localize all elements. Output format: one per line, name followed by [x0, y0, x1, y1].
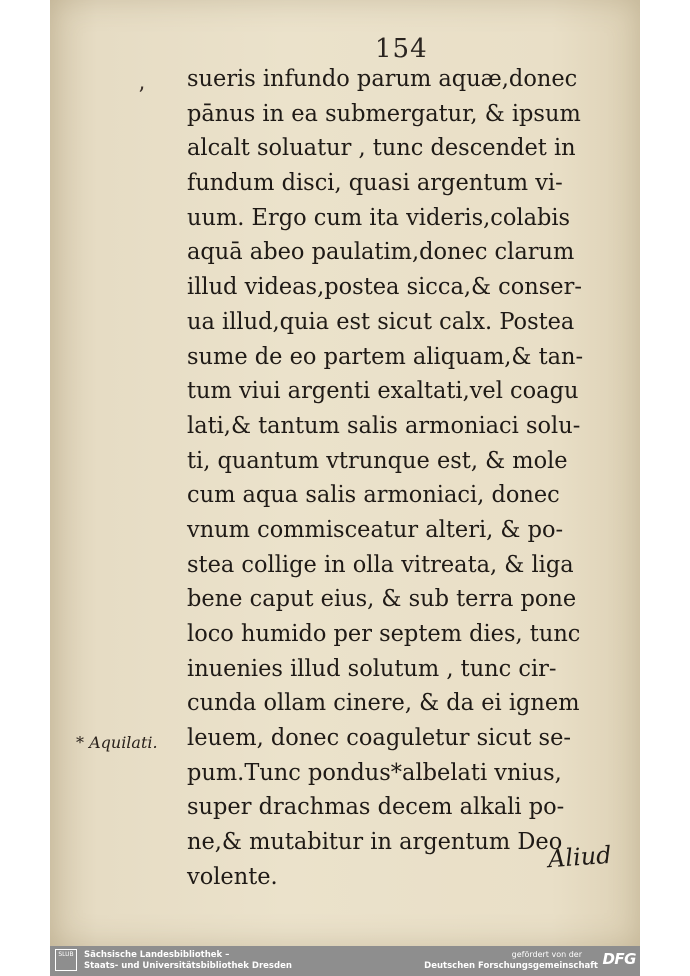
text-line-20: leuem, donec coaguletur sicut se- [187, 725, 571, 752]
margin-mark: ’ [138, 84, 145, 109]
text-line-11: lati,& tantum salis armoniaci solu- [187, 412, 581, 439]
text-line-24: volente. [187, 863, 278, 890]
text-line-23: ne,& mutabitur in argentum Deo [187, 829, 563, 856]
slub-logo-icon: SLUB [55, 949, 77, 971]
text-line-12: ti, quantum vtrunque est, & mole [187, 447, 568, 474]
text-line-5: uum. Ergo cum ita videris,colabis [187, 204, 571, 231]
text-line-13: cum aqua salis armoniaci, donec [187, 482, 560, 509]
dfg-logo-icon: DFG [602, 950, 636, 968]
main-text-block [187, 62, 627, 895]
funder-name: Deutschen Forschungsgemeinschaft [424, 961, 598, 971]
catchword: Aliud [547, 840, 613, 874]
text-line-8: ua illud,quia est sicut calx. Postea [187, 308, 575, 335]
text-line-1: sueris infundo parum aquæ,donec [187, 66, 578, 92]
page-number: 154 [375, 34, 428, 64]
text-line-9: sume de eo partem aliquam,& tan- [187, 343, 584, 370]
footer-bar [50, 946, 640, 976]
text-line-16: bene caput eius, & sub terra pone [187, 586, 577, 613]
margin-note: * Aquilati. [76, 733, 158, 752]
text-line-6: aquā abeo paulatim,donec clarum [187, 239, 575, 266]
text-line-22: super drachmas decem alkali po- [187, 794, 565, 821]
text-line-18: inuenies illud solutum , tunc cir- [187, 655, 557, 682]
text-line-4: fundum disci, quasi argentum vi- [187, 170, 563, 197]
text-line-21: pum.Tunc pondus*albelati vnius, [187, 759, 562, 786]
text-line-15: stea collige in olla vitreata, & liga [187, 551, 574, 578]
text-line-2: pānus in ea submergatur, & ipsum [187, 100, 581, 127]
text-line-17: loco humido per septem dies, tunc [187, 621, 581, 647]
funded-by-label: gefördert von der [511, 950, 582, 959]
library-name-line1: Sächsische Landesbibliothek – [84, 950, 230, 960]
text-line-3: alcalt soluatur , tunc descendet in [187, 135, 576, 162]
text-line-10: tum viui argenti exaltati,vel coagu [187, 378, 579, 405]
text-line-14: vnum commisceatur alteri, & po- [187, 516, 564, 543]
text-line-19: cunda ollam cinere, & da ei ignem [187, 690, 580, 717]
text-line-7: illud videas,postea sicca,& conser- [187, 274, 582, 301]
library-name-line2: Staats- und Universitätsbibliothek Dresden [84, 961, 292, 971]
